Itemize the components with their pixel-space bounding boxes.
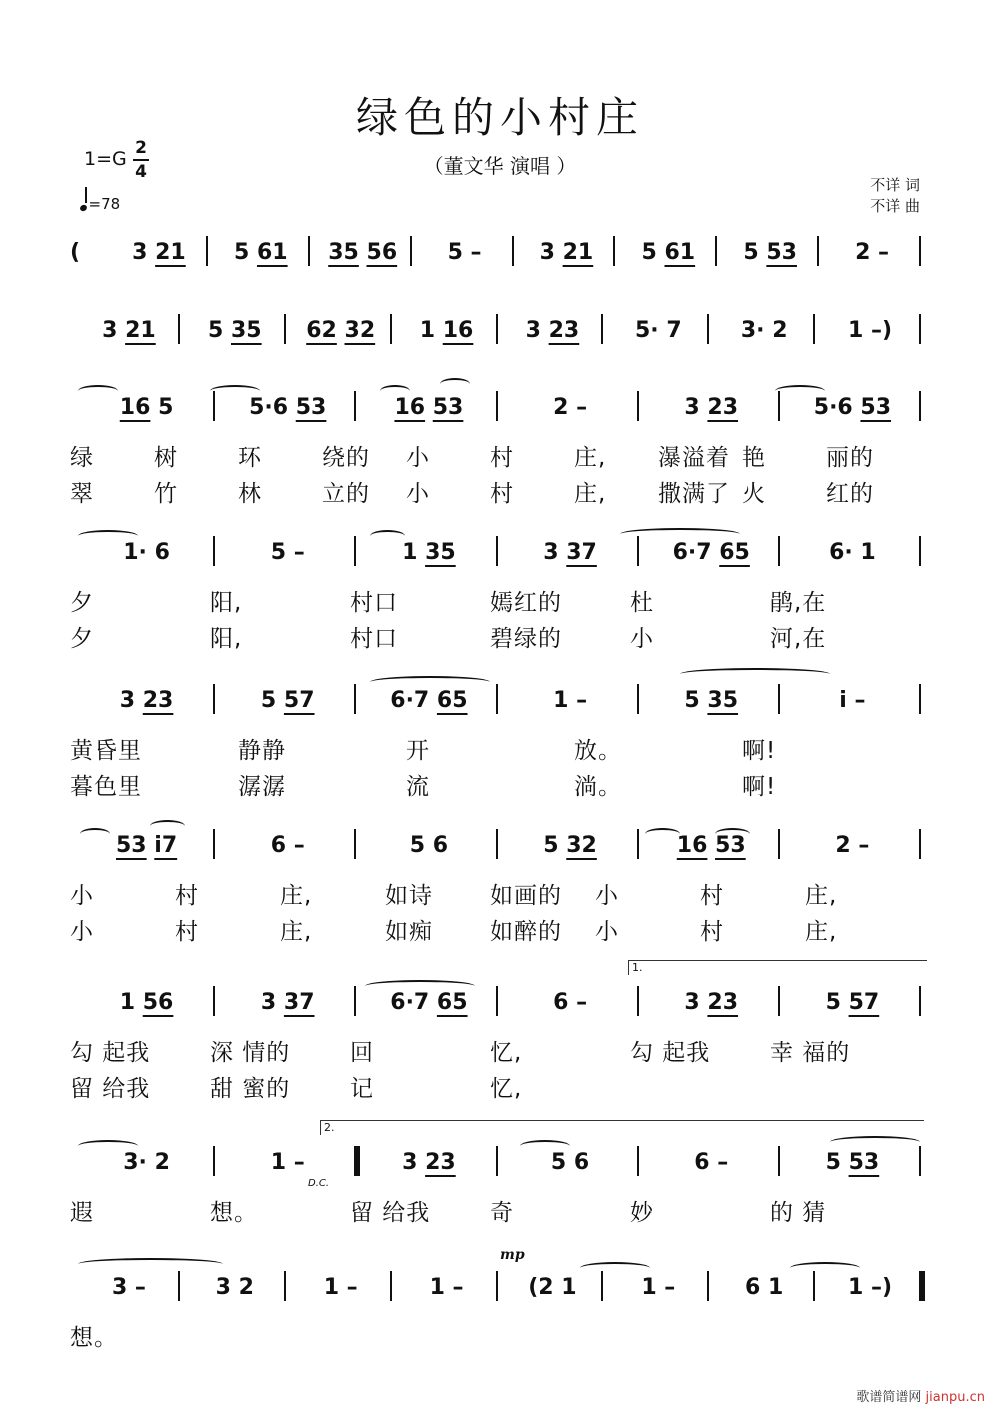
- lyric-word: 奇: [490, 1200, 514, 1226]
- barline: [512, 236, 514, 266]
- lyric-word: 静静: [238, 738, 286, 764]
- barline: [637, 986, 639, 1016]
- note-group: 1 –: [641, 1275, 676, 1300]
- note-group: i –: [839, 688, 866, 713]
- barline: [496, 536, 498, 566]
- lyric-word: 小: [595, 883, 619, 909]
- lyric-word: 艳: [742, 445, 766, 471]
- lyric-line-1: [70, 439, 930, 469]
- lyric-word: 村口: [350, 626, 398, 652]
- lyric-word: 妙: [630, 1200, 654, 1226]
- lyricist: 不详 词: [870, 176, 920, 194]
- barline: [637, 829, 639, 859]
- lyric-word: 碧绿的: [490, 626, 562, 652]
- lyric-word: 暮色里: [70, 774, 142, 800]
- lyric-word: 夕: [70, 626, 94, 652]
- barline: [707, 1271, 709, 1301]
- lyric-word: 庄,: [574, 445, 607, 471]
- note-group: 6 –: [553, 990, 588, 1015]
- slur-mark: [370, 530, 405, 542]
- slur-mark: [790, 1262, 860, 1274]
- lyric-word: 啊!: [742, 738, 777, 764]
- note-group: 5· 7: [634, 318, 682, 343]
- lyric-word: 丽的: [826, 445, 874, 471]
- barline: [284, 1271, 286, 1301]
- lyric-word: 树: [154, 445, 178, 471]
- note-group: 62 32: [306, 318, 376, 343]
- notes-line: [70, 318, 930, 358]
- barline: [778, 536, 780, 566]
- note-group: 5 –: [270, 540, 305, 565]
- lyric-word: 村: [490, 481, 514, 507]
- barline: [213, 829, 215, 859]
- lyric-word: 小: [70, 919, 94, 945]
- lyric-line-2: [70, 913, 930, 943]
- volta-bracket: 1.: [628, 960, 927, 975]
- note-group: 3 37: [260, 990, 315, 1015]
- barline: [813, 1271, 815, 1301]
- notes-line: [70, 990, 930, 1030]
- lyric-word: 如画的: [490, 883, 562, 909]
- note-group: 6 –: [694, 1150, 729, 1175]
- lyric-word: 黄昏里: [70, 738, 142, 764]
- barline: [213, 1146, 215, 1176]
- lyric-word: 想。: [70, 1325, 118, 1351]
- barline: [707, 314, 709, 344]
- lyric-word: 流: [406, 774, 430, 800]
- note-group: 3 23: [525, 318, 580, 343]
- note-group: 3 37: [543, 540, 597, 565]
- barline: [178, 314, 180, 344]
- note-group: 1 –: [270, 1150, 305, 1175]
- barline: [813, 314, 815, 344]
- barline: [178, 1271, 180, 1301]
- lyric-word: 庄,: [280, 919, 313, 945]
- barline: [206, 236, 208, 266]
- lyric-word: 留 给我: [70, 1076, 151, 1102]
- slur-mark: [80, 828, 110, 840]
- time-bottom: 4: [135, 162, 147, 182]
- note-group: 5 –: [447, 240, 482, 265]
- note-group: 5 35: [208, 318, 262, 343]
- slur-mark: [620, 528, 740, 540]
- lyric-word: 鹃,在: [770, 590, 827, 616]
- barline: [715, 236, 717, 266]
- note-group: 3· 2: [123, 1150, 170, 1175]
- barline: [496, 986, 498, 1016]
- lyric-word: 瀑溢着: [658, 445, 730, 471]
- credits: [870, 175, 920, 217]
- key-signature: 1=G: [84, 148, 127, 170]
- slur-mark: [365, 980, 475, 992]
- barline: [213, 986, 215, 1016]
- dc-marking: D.C.: [308, 1178, 330, 1189]
- lyric-word: 留 给我: [350, 1200, 431, 1226]
- lyric-word: 撒满了: [658, 481, 730, 507]
- slur-mark: [78, 530, 138, 542]
- note-group: 6· 1: [829, 540, 876, 565]
- lyric-word: 庄,: [280, 883, 313, 909]
- note-group: 5·6 53: [813, 395, 892, 420]
- lyric-word: 记: [350, 1076, 374, 1102]
- note-group: 5 32: [543, 833, 597, 858]
- note-group: 2 –: [835, 833, 870, 858]
- note-group: 2 –: [553, 395, 588, 420]
- lyric-word: 村: [175, 883, 199, 909]
- lyric-word: 的 猜: [770, 1200, 827, 1226]
- lyric-word: 杜: [630, 590, 654, 616]
- lyric-word: 勾 起我: [630, 1040, 711, 1066]
- slur-mark: [580, 1262, 650, 1274]
- time-signature: [133, 138, 149, 182]
- lyric-word: 村: [700, 919, 724, 945]
- notes-line: [70, 833, 930, 873]
- barline: [354, 536, 356, 566]
- lyric-word: 村: [490, 445, 514, 471]
- lyric-word: 放。: [574, 738, 622, 764]
- barline: [919, 1146, 921, 1176]
- barline: [613, 236, 615, 266]
- lyric-word: 开: [406, 738, 430, 764]
- lyric-word: 遐: [70, 1200, 94, 1226]
- lyric-word: 小: [406, 481, 430, 507]
- slur-mark: [520, 1140, 570, 1152]
- lyric-word: 河,在: [770, 626, 827, 652]
- note-group: (: [70, 240, 81, 265]
- lyric-word: 立的: [322, 481, 370, 507]
- composer: 不详 曲: [870, 197, 920, 215]
- barline: [496, 314, 498, 344]
- double-barline: [354, 1146, 360, 1176]
- note-group: 6 1: [745, 1275, 784, 1300]
- note-group: 3 21: [102, 318, 156, 343]
- barline: [390, 314, 392, 344]
- lyric-line-2: [70, 1070, 930, 1100]
- lyric-word: 回: [350, 1040, 374, 1066]
- barline: [308, 236, 310, 266]
- lyric-word: 想。: [210, 1200, 258, 1226]
- lyric-word: 忆,: [490, 1040, 523, 1066]
- tempo-marking: =78: [80, 193, 120, 213]
- lyric-word: 小: [630, 626, 654, 652]
- barline: [919, 314, 921, 344]
- lyric-word: 如痴: [385, 919, 433, 945]
- barline: [637, 1146, 639, 1176]
- lyric-word: 深 情的: [210, 1040, 291, 1066]
- note-group: 3 –: [111, 1275, 146, 1300]
- barline: [601, 1271, 603, 1301]
- slur-mark: [150, 820, 185, 832]
- lyric-word: 甜 蜜的: [210, 1076, 291, 1102]
- note-group: 5 53: [743, 240, 797, 265]
- barline: [778, 1146, 780, 1176]
- lyric-word: 庄,: [574, 481, 607, 507]
- slur-mark: [78, 1140, 138, 1152]
- note-group: 5·6 53: [249, 395, 327, 420]
- lyric-word: 环: [238, 445, 262, 471]
- barline: [601, 314, 603, 344]
- dynamic-marking: mp: [500, 1247, 525, 1263]
- note-group: 5 6: [409, 833, 449, 858]
- note-group: 3 21: [132, 240, 186, 265]
- lyric-word: 阳,: [210, 590, 243, 616]
- note-group: 5 61: [234, 240, 288, 265]
- lyric-word: 勾 起我: [70, 1040, 151, 1066]
- notes-line: [70, 395, 930, 435]
- lyric-word: 小: [70, 883, 94, 909]
- note-group: 2 –: [855, 240, 890, 265]
- lyric-word: 夕: [70, 590, 94, 616]
- note-group: 3 21: [539, 240, 594, 265]
- lyric-word: 潺潺: [238, 774, 286, 800]
- song-title: 绿色的小村庄: [355, 93, 644, 142]
- lyric-word: 绿: [70, 445, 94, 471]
- note-group: 1 35: [402, 540, 456, 565]
- note-group: 35 56: [328, 240, 398, 265]
- lyric-line-2: [70, 620, 930, 650]
- slur-mark: [830, 1136, 920, 1148]
- lyric-word: 淌。: [574, 774, 622, 800]
- barline: [496, 684, 498, 714]
- barline: [778, 684, 780, 714]
- lyric-line-1: [70, 732, 930, 762]
- lyric-word: 林: [238, 481, 262, 507]
- slur-mark: [210, 385, 260, 397]
- barline: [284, 314, 286, 344]
- notes-line: [70, 540, 930, 580]
- lyric-word: 忆,: [490, 1076, 523, 1102]
- note-group: 1 16: [419, 318, 474, 343]
- note-group: 1 –): [848, 1275, 893, 1300]
- note-group: 5 53: [825, 1150, 880, 1175]
- lyric-word: 庄,: [805, 919, 838, 945]
- note-group: 3 23: [684, 395, 739, 420]
- note-group: 1 –: [429, 1275, 464, 1300]
- barline: [354, 829, 356, 859]
- barline: [354, 986, 356, 1016]
- lyric-line-1: [70, 584, 930, 614]
- note-group: 3 23: [402, 1150, 456, 1175]
- lyric-word: 红的: [826, 481, 874, 507]
- barline: [778, 829, 780, 859]
- double-barline: [919, 1271, 925, 1301]
- note-group: 1· 6: [123, 540, 170, 565]
- lyric-word: 翠: [70, 481, 94, 507]
- notes-line: [70, 1275, 930, 1315]
- note-group: 3 23: [119, 688, 174, 713]
- barline: [637, 391, 639, 421]
- lyric-line-2: [70, 768, 930, 798]
- note-group: (2 1: [528, 1275, 577, 1300]
- lyric-word: 竹: [154, 481, 178, 507]
- notes-line: [70, 1150, 930, 1190]
- note-group: 53 i7: [116, 833, 178, 858]
- barline: [410, 236, 412, 266]
- lyric-word: 如诗: [385, 883, 433, 909]
- note-group: 6·7 65: [672, 540, 750, 565]
- lyric-word: 村: [700, 883, 724, 909]
- slur-mark: [78, 385, 118, 397]
- lyric-word: 嫣红的: [490, 590, 562, 616]
- performer-subtitle: （董文华 演唱 ）: [423, 154, 577, 178]
- barline: [213, 684, 215, 714]
- barline: [496, 391, 498, 421]
- barline: [778, 986, 780, 1016]
- note-group: 3 2: [215, 1275, 254, 1300]
- barline: [637, 684, 639, 714]
- lyric-line-1: [70, 1319, 930, 1349]
- lyric-word: 绕的: [322, 445, 370, 471]
- note-group: 16 53: [676, 833, 746, 858]
- lyric-word: 阳,: [210, 626, 243, 652]
- barline: [919, 391, 921, 421]
- barline: [390, 1271, 392, 1301]
- note-group: 3 23: [684, 990, 739, 1015]
- barline: [919, 684, 921, 714]
- barline: [919, 236, 921, 266]
- barline: [213, 536, 215, 566]
- note-group: 5 6: [550, 1150, 590, 1175]
- quarter-note-icon: [79, 204, 88, 212]
- note-group: 5 35: [684, 688, 739, 713]
- lyric-line-1: [70, 1034, 930, 1064]
- barline: [919, 536, 921, 566]
- barline: [354, 684, 356, 714]
- notes-line: [70, 240, 930, 280]
- lyric-word: 村口: [350, 590, 398, 616]
- note-group: 6·7 65: [390, 688, 468, 713]
- lyric-word: 小: [406, 445, 430, 471]
- volta-bracket: 2.: [320, 1120, 924, 1135]
- note-group: 5 57: [825, 990, 880, 1015]
- barline: [354, 391, 356, 421]
- time-top: 2: [135, 138, 147, 158]
- lyric-word: 村: [175, 919, 199, 945]
- slur-mark: [715, 828, 750, 840]
- note-group: 1 –): [848, 318, 893, 343]
- barline: [496, 1271, 498, 1301]
- note-group: 1 –: [323, 1275, 358, 1300]
- barline: [817, 236, 819, 266]
- lyric-word: 如醉的: [490, 919, 562, 945]
- lyric-line-2: [70, 475, 930, 505]
- barline: [496, 829, 498, 859]
- slur-mark: [440, 378, 470, 390]
- slur-mark: [370, 676, 490, 688]
- note-group: 6 –: [270, 833, 305, 858]
- lyric-word: 庄,: [805, 883, 838, 909]
- note-group: 16 53: [394, 395, 464, 420]
- lyric-line-1: [70, 1194, 930, 1224]
- slur-mark: [380, 385, 410, 397]
- note-group: 16 5: [119, 395, 174, 420]
- note-group: 5 61: [641, 240, 696, 265]
- slur-mark: [78, 1258, 223, 1270]
- barline: [919, 986, 921, 1016]
- lyric-word: 幸 福的: [770, 1040, 851, 1066]
- lyric-word: 火: [742, 481, 766, 507]
- lyric-word: 啊!: [742, 774, 777, 800]
- lyric-line-1: [70, 877, 930, 907]
- note-group: 5 57: [260, 688, 315, 713]
- watermark: 歌谱简谱网 jianpu.cn: [856, 1390, 985, 1405]
- lyric-word: 小: [595, 919, 619, 945]
- barline: [496, 1146, 498, 1176]
- barline: [919, 829, 921, 859]
- note-group: 6·7 65: [390, 990, 468, 1015]
- note-group: 3· 2: [740, 318, 788, 343]
- note-group: 1 –: [553, 688, 588, 713]
- note-group: 1 56: [119, 990, 174, 1015]
- slur-mark: [775, 385, 825, 397]
- slur-mark: [645, 828, 680, 840]
- notes-line: [70, 688, 930, 728]
- slur-mark: [680, 668, 830, 680]
- barline: [637, 536, 639, 566]
